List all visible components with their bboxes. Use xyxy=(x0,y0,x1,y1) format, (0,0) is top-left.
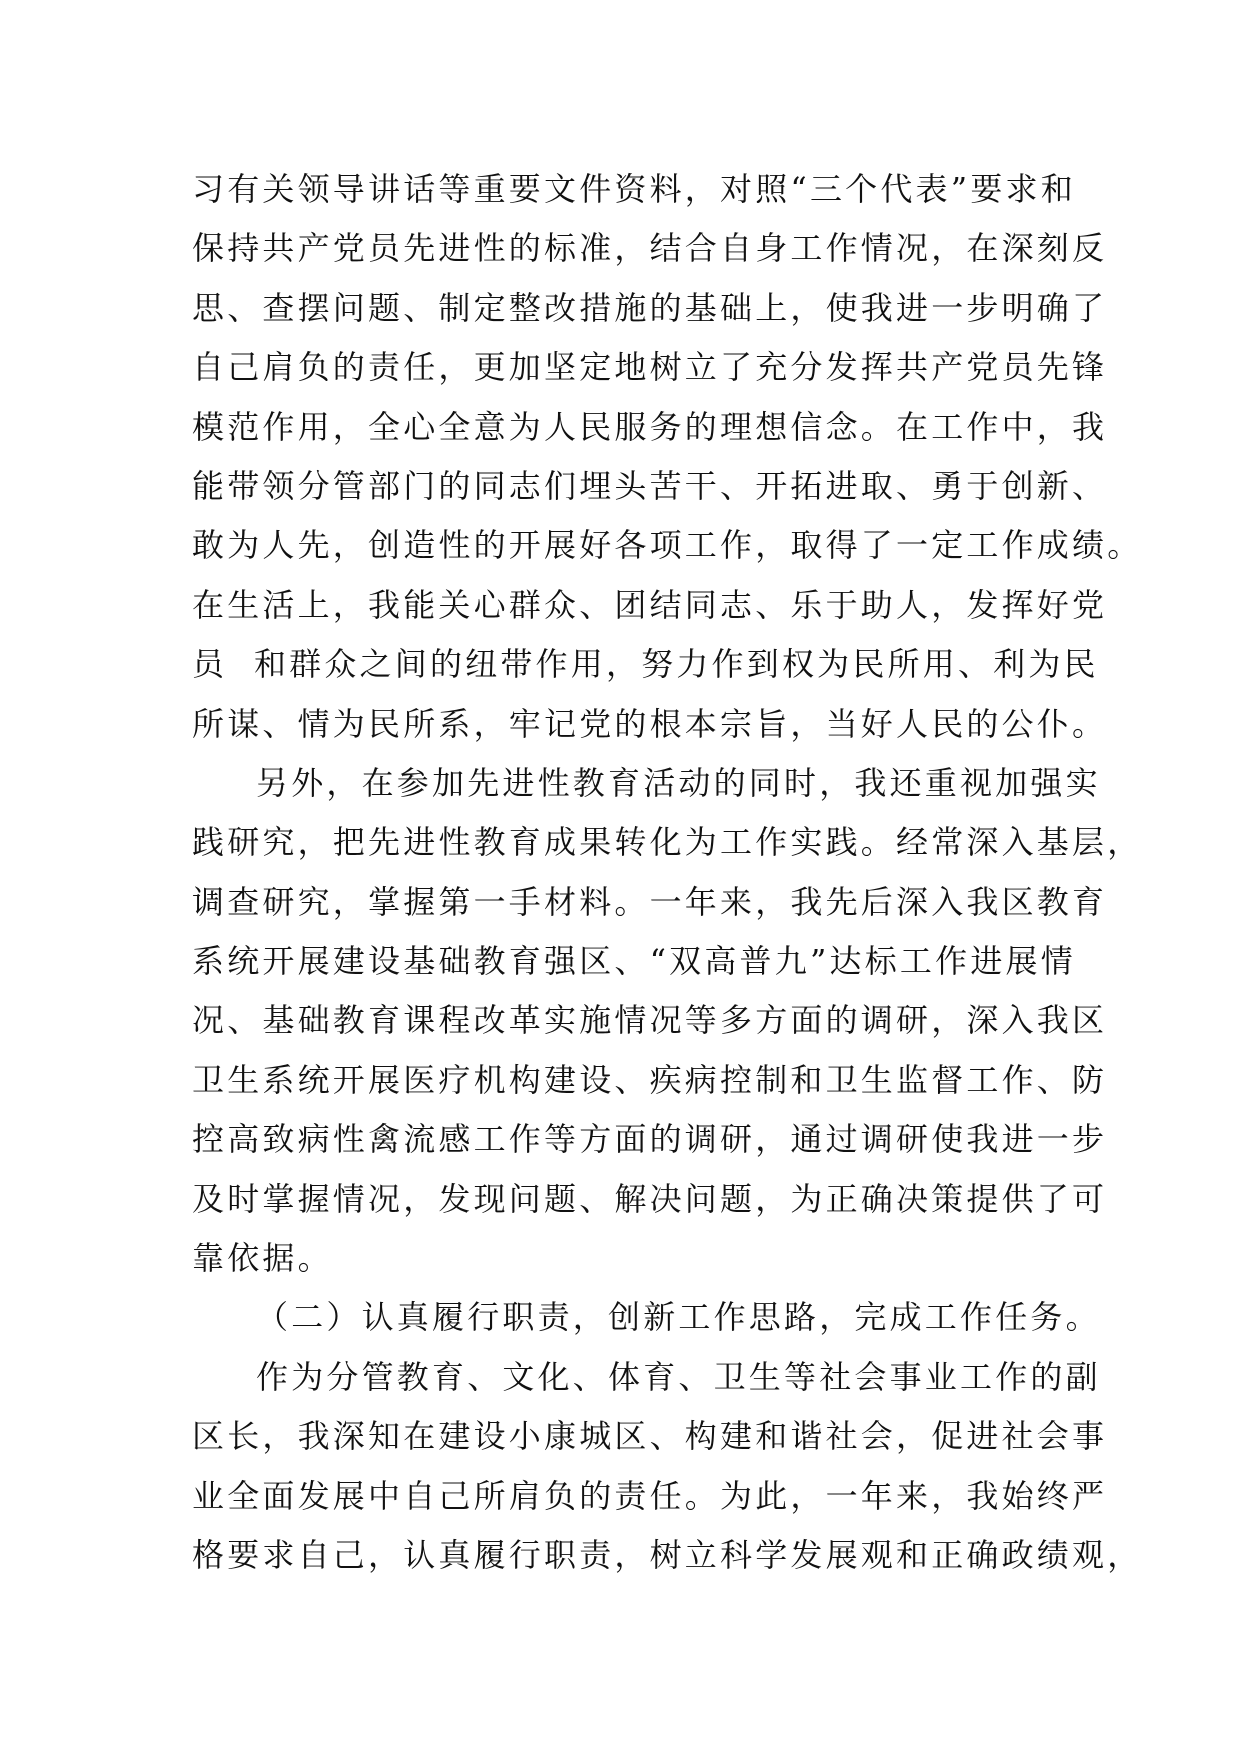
text-line-13: 调查研究，掌握第一手材料。一年来，我先后深入我区教育 xyxy=(192,882,1108,921)
text-line-14: 系统开展建设基础教育强区、“双高普九”达标工作进展情 xyxy=(192,942,1076,981)
section-heading: （二）认真履行职责，创新工作思路，完成工作任务。 xyxy=(256,1298,1101,1337)
text-line-1: 习有关领导讲话等重要文件资料，对照“三个代表”要求和 xyxy=(192,170,1076,208)
text-line-16: 卫生系统开展医疗机构建设、疾病控制和卫生监督工作、防 xyxy=(192,1060,1108,1099)
paragraph-start-line: 另外，在参加先进性教育活动的同时，我还重视加强实 xyxy=(256,763,1101,802)
paragraph-start-line-2: 作为分管教育、文化、体育、卫生等社会事业工作的副 xyxy=(256,1357,1101,1396)
text-line-7: 敢为人先，创造性的开展好各项工作，取得了一定工作成绩。 xyxy=(192,526,1143,565)
text-line-22: 区长，我深知在建设小康城区、构建和谐社会，促进社会事 xyxy=(192,1417,1108,1456)
text-line-23: 业全面发展中自己所肩负的责任。为此，一年来，我始终严 xyxy=(192,1476,1108,1515)
text-line-24: 格要求自己，认真履行职责，树立科学发展观和正确政绩观， xyxy=(192,1535,1143,1574)
text-line-5: 模范作用，全心全意为人民服务的理想信念。在工作中，我 xyxy=(192,407,1108,446)
text-line-18: 及时掌握情况，发现问题、解决问题，为正确决策提供了可 xyxy=(192,1179,1108,1218)
text-line-12: 践研究，把先进性教育成果转化为工作实践。经常深入基层， xyxy=(192,823,1143,862)
text-line-9: 员 和群众之间的纽带作用，努力作到权为民所用、利为民 xyxy=(192,645,1099,684)
text-line-6: 能带领分管部门的同志们埋头苦干、开拓进取、勇于创新、 xyxy=(192,466,1108,505)
text-line-19: 靠依据。 xyxy=(192,1239,333,1278)
body-text xyxy=(192,160,1143,1585)
text-line-3: 思、查摆问题、制定整改措施的基础上，使我进一步明确了 xyxy=(192,288,1108,327)
text-line-17: 控高致病性禽流感工作等方面的调研，通过调研使我进一步 xyxy=(192,1120,1108,1159)
text-line-10: 所谋、情为民所系，牢记党的根本宗旨，当好人民的公仆。 xyxy=(192,704,1108,743)
text-line-15: 况、基础教育课程改革实施情况等多方面的调研，深入我区 xyxy=(192,1001,1108,1040)
text-line-8: 在生活上，我能关心群众、团结同志、乐于助人，发挥好党 xyxy=(192,585,1108,624)
text-line-2: 保持共产党员先进性的标准，结合自身工作情况，在深刻反 xyxy=(192,229,1108,268)
text-line-4: 自己肩负的责任，更加坚定地树立了充分发挥共产党员先锋 xyxy=(192,348,1108,387)
